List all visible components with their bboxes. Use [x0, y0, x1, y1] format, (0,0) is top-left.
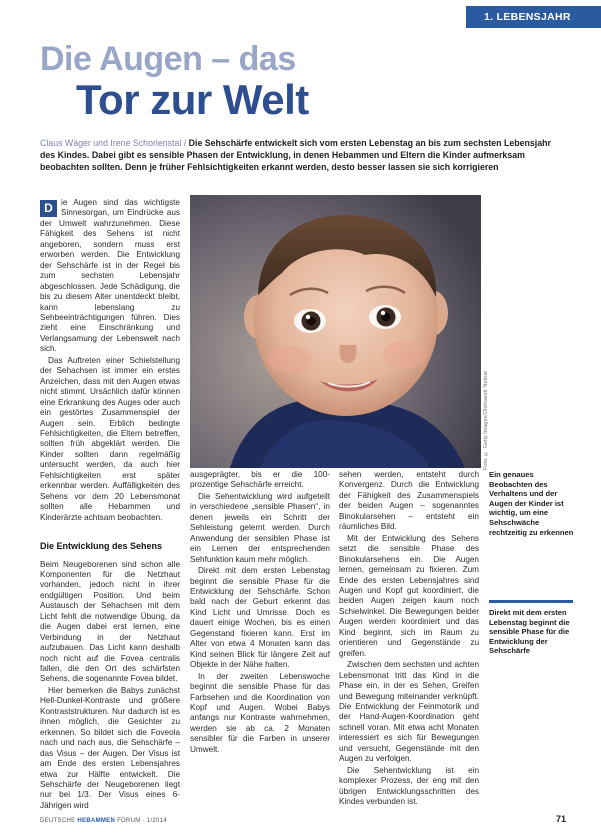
footer-prefix: DEUTSCHE: [40, 818, 76, 824]
article-lead: [40, 137, 568, 174]
footer-magazine-name: HEBAMMEN: [77, 818, 116, 824]
text-column-3: [339, 470, 479, 809]
article-title-line1: Die Augen – das: [40, 40, 296, 78]
photo-credit: Foto: © Getty Images/Oleksandr Nebrat: [483, 371, 489, 470]
paragraph: Hier bemerken die Babys zunächst Hell-Dunkel-Kontraste und größere Kontraststrukturen. Nur dadurch ist es ihnen möglich, die Gesichter zu erkennen. So bildet sich die Foveola nach und nach aus, die Sehschärfe – das Visus – der Augen. Der Visus ist am Ende des ersten Lebensjahres etwa zur Hälfte entwickelt. Die Sehschärfe der Neugeborenen liegt nur bei 1/3. Der Visus eines 6-Jährigen wird: [40, 685, 180, 810]
text-column-2: [190, 470, 330, 756]
section-heading: Die Entwicklung des Sehens: [40, 541, 163, 552]
footer-issue: FORUM · 1/2014: [117, 818, 167, 824]
section-label: 1. LEBENSJAHR: [466, 6, 601, 28]
photo-caption: Ein genaues Beobachten des Verhaltens und der Augen der Kinder ist wichtig, um eine Sehschwäche rechtzeitig zu erkennen: [489, 470, 574, 537]
paragraph-text: ie Augen sind das wichtigste Sinnesorgan, um Eindrücke aus der Umwelt wahrzunehmen. Diese Fähigkeit des Sehens ist nicht angeboren, sondern muss erst erworben werden. Die Entwicklung der Sehschärfe ist in der Regel bis zum sechsten Lebensjahr abgeschlossen. Jede Schädigung, die bis zu diesem Alter unentdeckt bleibt, kann lebenslang zu Sehbeeinträchtigungen führen. Dies zieht eine Einschränkung und Verlangsamung der Lebenswelt nach sich.: [40, 198, 180, 354]
paragraph: Die Sehentwicklung wird aufgeteilt in verschiedene „sensible Phasen“, in denen jeweils ein Schritt der Sehleistung gelernt werden. Durch Anwendung der sensiblen Phase ist ein Lernen der entsprechenden Sehfunktion kaum mehr möglich.: [190, 491, 330, 564]
pull-quote: Direkt mit dem ersten Lebenstag beginnt die sensible Phase für die Entwicklung der Sehschärfe: [489, 600, 573, 656]
paragraph: Beim Neugeborenen sind schon alle Komponenten für die Netzhaut vorhanden, jedoch nicht in ihrer endgültigen Position. Und beim Austausch der Sehachsen mit dem Licht fehlt die notwendige Übung, da die Augen dabei erst lernen, eine Verbindung in der Netzhaut aufzubauen. Das Licht kann deshalb noch nicht auf die Fovea centralis fallen, die den Ort des schärfsten Sehens, die sogenannte Fovea bildet.: [40, 559, 180, 684]
article-title-line2: Tor zur Welt: [76, 76, 309, 123]
paragraph: sehen werden, entsteht durch Konvergenz. Durch die Entwicklung der Fähigkeit des Zusammenspiels der beiden Augen – sogenanntes Binokularsehen – entsteht ein räumliches Bild.: [339, 470, 479, 532]
paragraph: Die Sehentwicklung ist ein komplexer Prozess, der eng mit den übrigen Entwicklungsschritten des Kindes verbunden ist.: [339, 765, 479, 807]
paragraph: Das Auftreten einer Schielstellung der Sehachsen ist immer ein erstes Anzeichen, dass mit den Augen etwas nicht stimmt. Ursächlich dafür können eine Erkrankung des Auges oder auch ein gestörtes Zusammenspiel der Augen sein. Erblich bedingte Fehlsichtigkeiten, die Eltern betreffen, sollten früh abgeklärt werden. Die Kinder sollten dann regelmäßig untersucht werden, da auch hier Fehlsichtigkeiten erst später erkennbar werden. Auffälligkeiten des Sehens vor dem 20 Lebensmonat sollten alle Hebammen und Kinderärzte achtsam beobachten.: [40, 355, 180, 522]
footer-magazine: [40, 818, 167, 824]
paragraph: ausgeprägter, bis er die 100-prozentige Sehschärfe erreicht.: [190, 470, 330, 490]
lead-text: Die Sehschärfe entwickelt sich vom ersten Lebenstag an bis zum sechsten Lebensjahr des Kindes. Dabei gibt es sensible Phasen der Entwicklung, in denen Hebammen und Eltern die Kinder aufmerksam beobachten sollten. Denn je früher Fehlsichtigkeiten erkannt werden, desto besser lassen sie sich korrigieren: [40, 138, 551, 173]
baby-photo: [190, 195, 481, 468]
paragraph: Direkt mit dem ersten Lebenstag beginnt die sensible Phase für die Entwicklung der Sehschärfe. Schon bald nach der Geburt erkennt das Kind Licht und Umrisse. Doch es dauert einige Wochen, bis es einen Gegenstand fixieren kann. Erst im Alter von etwa 4 Monaten kann das Kind seinen Blick für längere Zeit auf Objekte in der Nähe halten.: [190, 566, 330, 670]
text-column-1: [40, 198, 180, 812]
baby-photo-image: [190, 195, 481, 468]
page-number: 71: [556, 814, 567, 824]
paragraph: Mit der Entwicklung des Sehens setzt die sensible Phase des Binokularsehens ein. Die Augen lernen, gemeinsam zu fixieren. Zum Ende des ersten Lebensjahres sind Augen und Kopf gut koordiniert, die beiden Augen zeigen kaum noch Schielwinkel. Die Bewegungen beider Augen werden koordiniert und das Kind beginnt, sich im Raum zu orientieren und Gegenstände zu greifen.: [339, 533, 479, 658]
authors: Claus Wäger und Irene Schorlenstal /: [40, 138, 187, 148]
paragraph: [40, 198, 180, 355]
paragraph: Zwischen dem sechsten und achten Lebensmonat tritt das Kind in die Phase ein, in der es Sehen, Greifen und Bewegung miteinander verknüpft. Die Entwicklung der Feinmotorik und der Hand-Augen-Koordination geht schnell voran. Mit etwa acht Monaten interessiert es sich für Bewegungen und versucht, Gegenstände mit den Augen zu verfolgen.: [339, 660, 479, 764]
drop-cap: D: [40, 200, 57, 217]
paragraph: In der zweiten Lebenswoche beginnt die sensible Phase für das Farbsehen und die Koordination von Kopf und Augen. Wobei Babys anfangs nur Kontraste wahrnehmen, werden sie ab ca. 2 Monaten sensibler für die Farben in unserer Umwelt.: [190, 671, 330, 754]
